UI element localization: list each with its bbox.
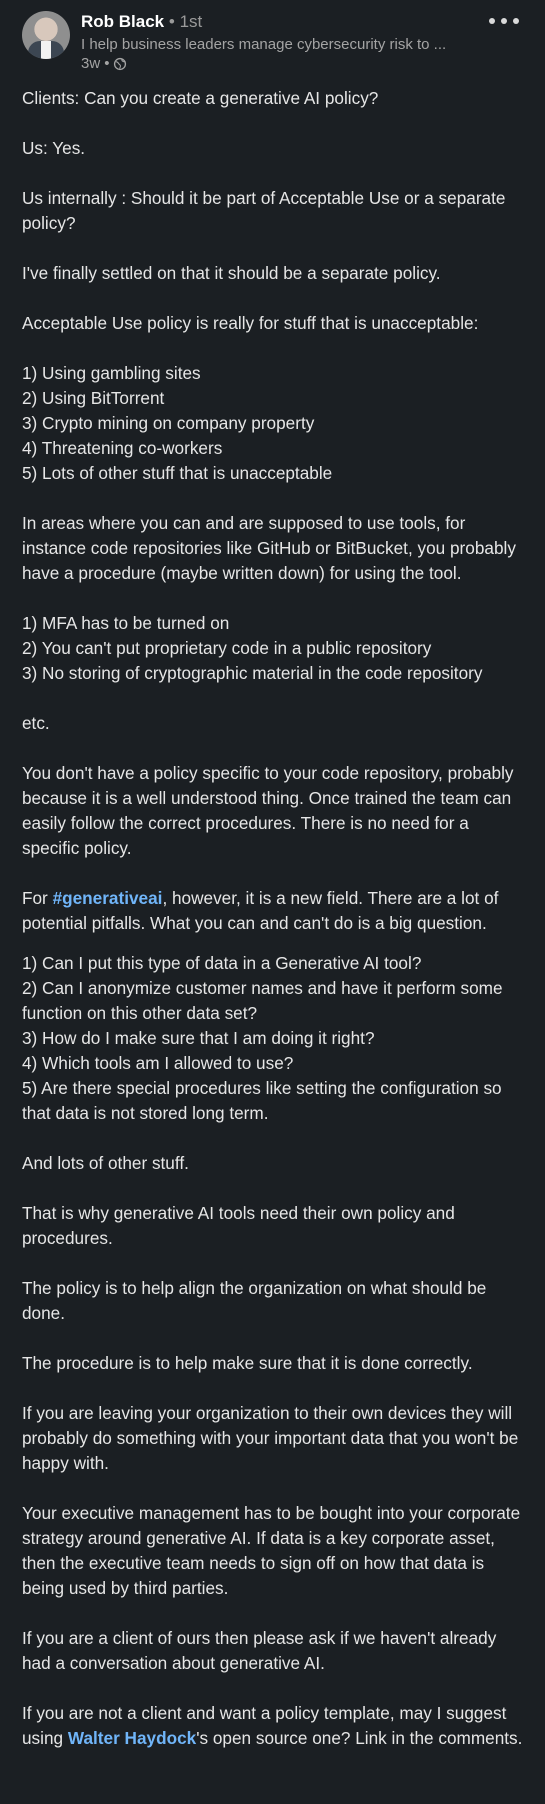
author-headline: I help business leaders manage cybersecurity risk to ... bbox=[81, 36, 447, 53]
mention-link[interactable]: Walter Haydock bbox=[67, 1728, 197, 1748]
post-paragraph: In areas where you can and are supposed to use tools, for instance code repositories like GitHub or BitBucket, you probably have a procedure (maybe written down) for using the tool. bbox=[22, 513, 516, 583]
post-header bbox=[0, 0, 545, 80]
post-paragraph: Your executive management has to be bought into your corporate strategy around generative AI. If data is a key corporate asset, then the executive team needs to sign off on how that data is being used by third parties. bbox=[22, 1503, 521, 1598]
text-segment: 's open source one? Link in the comments. bbox=[196, 1728, 523, 1748]
post-body bbox=[22, 86, 528, 1751]
post-paragraph: If you are leaving your organization to their own devices they will probably do something with your important data that you won't be happy with. bbox=[22, 1403, 519, 1473]
list-item: 1) Using gambling sites bbox=[22, 363, 201, 383]
author-line bbox=[81, 11, 202, 33]
post-paragraph: And lots of other stuff. bbox=[22, 1153, 189, 1173]
list-item: 2) Can I anonymize customer names and have it perform some function on this other data set? bbox=[22, 978, 503, 1023]
post-paragraph bbox=[22, 1701, 528, 1751]
post-meta bbox=[81, 54, 127, 73]
name-separator: • bbox=[168, 12, 175, 31]
list-item: 1) MFA has to be turned on bbox=[22, 613, 230, 633]
post-paragraph: I've finally settled on that it should be a separate policy. bbox=[22, 263, 441, 283]
post-list bbox=[22, 951, 528, 1126]
meta-separator: • bbox=[104, 55, 110, 72]
text-segment: , however, it is a new field. There are a lot of potential pitfalls. What you can and can't do is a big question. bbox=[22, 888, 499, 933]
post-paragraph: That is why generative AI tools need their own policy and procedures. bbox=[22, 1203, 455, 1248]
avatar[interactable] bbox=[22, 11, 70, 59]
post-paragraph: You don't have a policy specific to your code repository, probably because it is a well understood thing. Once trained the team can easily follow the correct procedures. There is no need for a specific policy. bbox=[22, 763, 514, 858]
author-name[interactable]: Rob Black bbox=[81, 12, 165, 31]
text-segment: If you are not a client and want a policy template, may I suggest using bbox=[22, 1703, 507, 1748]
list-item: 2) Using BitTorrent bbox=[22, 388, 165, 408]
list-item: 3) How do I make sure that I am doing it right? bbox=[22, 1028, 375, 1048]
post-paragraph: Acceptable Use policy is really for stuff that is unacceptable: bbox=[22, 313, 479, 333]
post-paragraph: Clients: Can you create a generative AI policy? bbox=[22, 88, 379, 108]
more-dot bbox=[501, 18, 507, 24]
hashtag-link[interactable]: #generativeai bbox=[52, 888, 163, 908]
text-segment: For bbox=[22, 888, 53, 908]
globe-icon bbox=[113, 57, 127, 71]
list-item: 4) Threatening co-workers bbox=[22, 438, 223, 458]
list-item: 5) Are there special procedures like setting the configuration so that data is not stored long term. bbox=[22, 1078, 502, 1123]
post-paragraph: etc. bbox=[22, 713, 50, 733]
connection-degree: 1st bbox=[179, 12, 203, 31]
more-dot bbox=[513, 18, 519, 24]
post-paragraph: Us: Yes. bbox=[22, 138, 86, 158]
post-paragraph: The policy is to help align the organization on what should be done. bbox=[22, 1278, 487, 1323]
post-list bbox=[22, 611, 528, 686]
list-item: 5) Lots of other stuff that is unacceptable bbox=[22, 463, 333, 483]
post-paragraph: Us internally : Should it be part of Acceptable Use or a separate policy? bbox=[22, 188, 506, 233]
post-paragraph bbox=[22, 886, 528, 936]
more-dot bbox=[489, 18, 495, 24]
post-paragraph: If you are a client of ours then please ask if we haven't already had a conversation about generative AI. bbox=[22, 1628, 497, 1673]
list-item: 3) No storing of cryptographic material in the code repository bbox=[22, 663, 483, 683]
post-paragraph: The procedure is to help make sure that it is done correctly. bbox=[22, 1353, 473, 1373]
list-item: 4) Which tools am I allowed to use? bbox=[22, 1053, 294, 1073]
more-options-button[interactable] bbox=[487, 13, 521, 29]
avatar-collar bbox=[41, 41, 51, 59]
post-time: 3w bbox=[81, 55, 101, 72]
list-item: 1) Can I put this type of data in a Generative AI tool? bbox=[22, 953, 422, 973]
post-list bbox=[22, 361, 528, 486]
list-item: 2) You can't put proprietary code in a public repository bbox=[22, 638, 432, 658]
list-item: 3) Crypto mining on company property bbox=[22, 413, 315, 433]
